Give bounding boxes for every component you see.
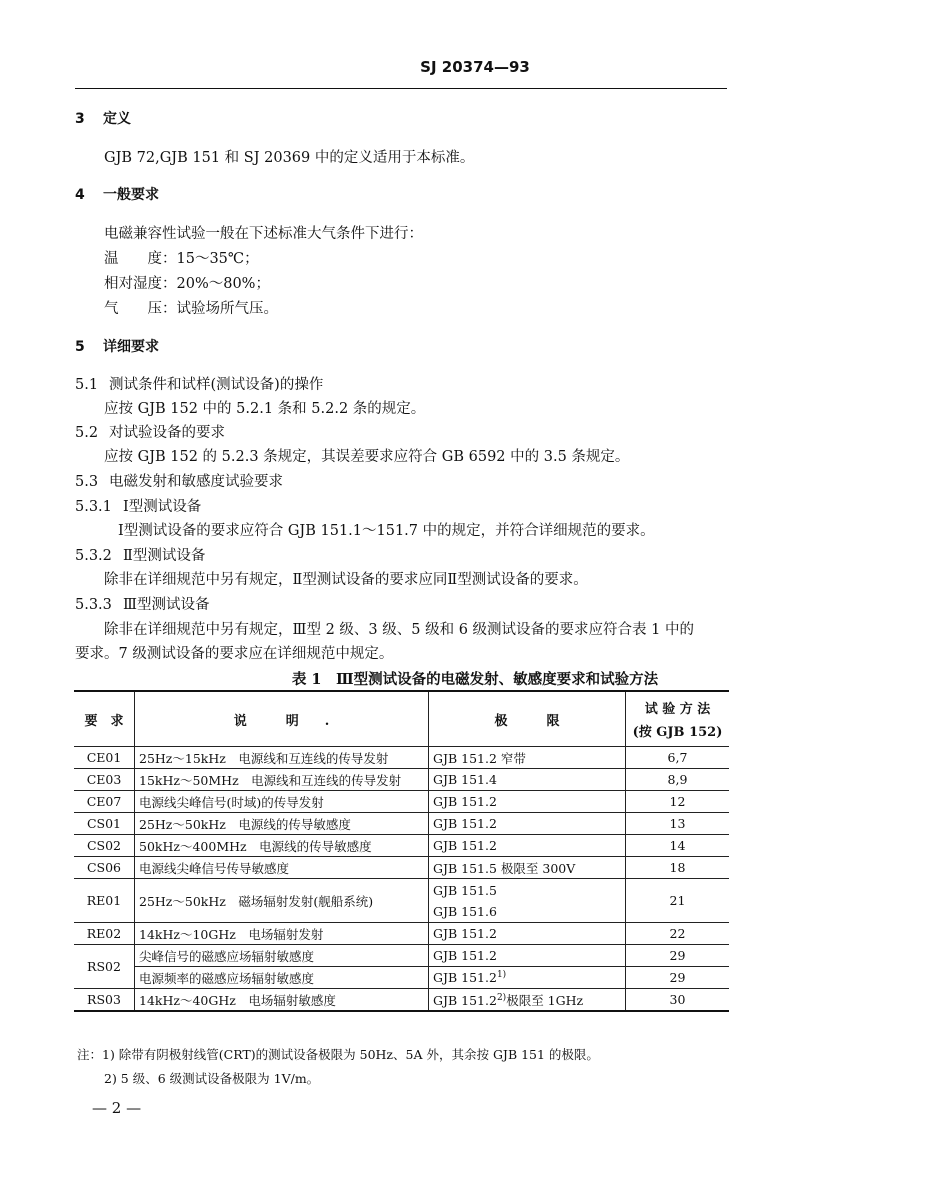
row-limit: GJB 151.2 (429, 945, 626, 967)
row-method: 12 (626, 791, 730, 813)
row-description: 电源线尖峰信号传导敏感度 (135, 857, 429, 879)
header-limit: 极 限 (429, 691, 626, 747)
section-3-heading (75, 108, 131, 128)
section-title: Ⅱ型测试设备 (123, 548, 206, 564)
row-code: RS02 (74, 945, 135, 989)
row-method: 6,7 (626, 747, 730, 769)
section-5-heading (75, 336, 159, 356)
row-method: 14 (626, 835, 730, 857)
table-note-2: 2) 5 级、6 级测试设备极限为 1V/m。 (104, 1071, 320, 1086)
section-number: 5.1 (75, 377, 99, 393)
condition-temperature: 温 度：15～35℃； (104, 251, 259, 267)
section-5-2-text: 应按 GJB 152 的 5.2.3 条规定，其误差要求应符合 GB 6592 中的 3.5 条规定。 (104, 449, 630, 465)
row-description: 25Hz～50kHz 磁场辐射发射(舰船系统) (135, 879, 429, 923)
section-5-3-3-text-line2: 要求。7 级测试设备的要求应在详细规范中规定。 (75, 646, 394, 662)
section-4-heading (75, 184, 159, 204)
document-header: SJ 20374—93 (420, 58, 530, 76)
row-limit: GJB 151.5 极限至 300V (429, 857, 626, 879)
section-5-1-heading (75, 373, 323, 394)
section-5-3-2-heading (75, 544, 205, 565)
header-description: 说 明 . (135, 691, 429, 747)
row-code: CS06 (74, 857, 135, 879)
row-limit: GJB 151.4 (429, 769, 626, 791)
section-title: Ⅰ型测试设备 (123, 499, 202, 515)
row-limit: GJB 151.2 窄带 (429, 747, 626, 769)
section-4-intro: 电磁兼容性试验一般在下述标准大气条件下进行： (104, 226, 423, 242)
section-number: 5.3 (75, 474, 99, 490)
table-row (74, 945, 729, 967)
section-5-3-1-heading (75, 495, 201, 516)
section-number: 3 (75, 111, 85, 127)
row-description: 14kHz～10GHz 电场辐射发射 (135, 923, 429, 945)
section-number: 5.3.3 (75, 597, 112, 613)
table-row (74, 835, 729, 857)
row-limit-line: GJB 151.5 (433, 882, 497, 898)
row-code: CS02 (74, 835, 135, 857)
row-limit: GJB 151.2 (429, 813, 626, 835)
section-title: 详细要求 (103, 339, 159, 355)
section-number: 5.3.2 (75, 548, 112, 564)
section-number: 4 (75, 187, 85, 203)
row-description: 25Hz～50kHz 电源线的传导敏感度 (135, 813, 429, 835)
row-description: 电源线尖峰信号(时域)的传导发射 (135, 791, 429, 813)
row-method: 13 (626, 813, 730, 835)
section-5-3-3-heading (75, 593, 209, 614)
section-title: 电磁发射和敏感度试验要求 (109, 474, 283, 490)
section-title: 一般要求 (103, 187, 159, 203)
row-code: CE01 (74, 747, 135, 769)
row-code: RE02 (74, 923, 135, 945)
row-limit (429, 989, 626, 1012)
section-5-3-2-text: 除非在详细规范中另有规定，Ⅱ型测试设备的要求应同Ⅱ型测试设备的要求。 (104, 572, 588, 588)
row-code: CE07 (74, 791, 135, 813)
header-requirement: 要 求 (74, 691, 135, 747)
row-description: 14kHz～40GHz 电场辐射敏感度 (135, 989, 429, 1012)
row-code: RE01 (74, 879, 135, 923)
row-code: CE03 (74, 769, 135, 791)
row-method: 21 (626, 879, 730, 923)
section-5-3-3-text-line1: 除非在详细规范中另有规定，Ⅲ型 2 级、3 级、5 级和 6 级测试设备的要求应符合表 1 中的 (104, 622, 694, 638)
section-5-2-heading (75, 421, 225, 442)
table-row (74, 879, 729, 923)
condition-pressure: 气 压：试验场所气压。 (104, 301, 278, 317)
page-number: — 2 — (92, 1099, 142, 1117)
requirements-table (74, 690, 729, 1012)
section-title: 定义 (103, 111, 131, 127)
table-row (74, 769, 729, 791)
row-method: 29 (626, 967, 730, 989)
header-rule (75, 88, 727, 89)
row-method: 30 (626, 989, 730, 1012)
row-description: 50kHz～400MHz 电源线的传导敏感度 (135, 835, 429, 857)
row-description: 尖峰信号的磁感应场辐射敏感度 (135, 945, 429, 967)
footnote-ref: 1) (496, 969, 507, 980)
row-description: 15kHz～50MHz 电源线和互连线的传导发射 (135, 769, 429, 791)
section-number: 5.3.1 (75, 499, 112, 515)
section-title: 测试条件和试样(测试设备)的操作 (109, 377, 324, 393)
table-caption: 表 1 Ⅲ型测试设备的电磁发射、敏感度要求和试验方法 (291, 671, 659, 688)
row-method: 29 (626, 945, 730, 967)
condition-humidity: 相对湿度：20%～80%； (104, 276, 270, 292)
row-limit: GJB 151.2 (429, 835, 626, 857)
row-limit: GJB 151.2 (429, 791, 626, 813)
table-header-row (74, 691, 729, 747)
row-description: 25Hz～15kHz 电源线和互连线的传导发射 (135, 747, 429, 769)
section-5-3-heading (75, 470, 283, 491)
table-row (74, 989, 729, 1012)
row-limit: GJB 151.2 (429, 923, 626, 945)
table-row (74, 747, 729, 769)
section-title: 对试验设备的要求 (109, 425, 225, 441)
row-method: 8,9 (626, 769, 730, 791)
row-limit-line: GJB 151.6 (433, 903, 497, 919)
section-number: 5.2 (75, 425, 99, 441)
header-test-method-line2: (按 GJB 152) (632, 725, 723, 740)
header-test-method (626, 691, 730, 747)
section-5-3-1-text: Ⅰ型测试设备的要求应符合 GJB 151.1～151.7 中的规定，并符合详细规范的要求。 (118, 523, 655, 539)
row-method: 22 (626, 923, 730, 945)
footnote-ref: 2) (496, 992, 507, 1003)
row-limit (429, 967, 626, 989)
row-method: 18 (626, 857, 730, 879)
row-limit-text: GJB 151.2 (433, 970, 497, 986)
row-description: 电源频率的磁感应场辐射敏感度 (135, 967, 429, 989)
row-limit-text: GJB 151.2 (433, 992, 497, 1008)
row-limit (429, 879, 626, 923)
row-limit-tail: 极限至 1GHz (506, 992, 584, 1008)
header-test-method-line1: 试 验 方 法 (644, 702, 711, 717)
table-row (74, 857, 729, 879)
section-3-text: GJB 72,GJB 151 和 SJ 20369 中的定义适用于本标准。 (104, 150, 475, 166)
section-number: 5 (75, 339, 85, 355)
table-row (74, 813, 729, 835)
table-row (74, 967, 729, 989)
row-code: RS03 (74, 989, 135, 1012)
section-5-1-text: 应按 GJB 152 中的 5.2.1 条和 5.2.2 条的规定。 (104, 401, 426, 417)
table-note-1: 注：1) 除带有阴极射线管(CRT)的测试设备极限为 50Hz、5A 外，其余按 GJB 151 的极限。 (77, 1047, 599, 1062)
section-title: Ⅲ型测试设备 (123, 597, 210, 613)
table-row (74, 791, 729, 813)
row-code: CS01 (74, 813, 135, 835)
table-row (74, 923, 729, 945)
